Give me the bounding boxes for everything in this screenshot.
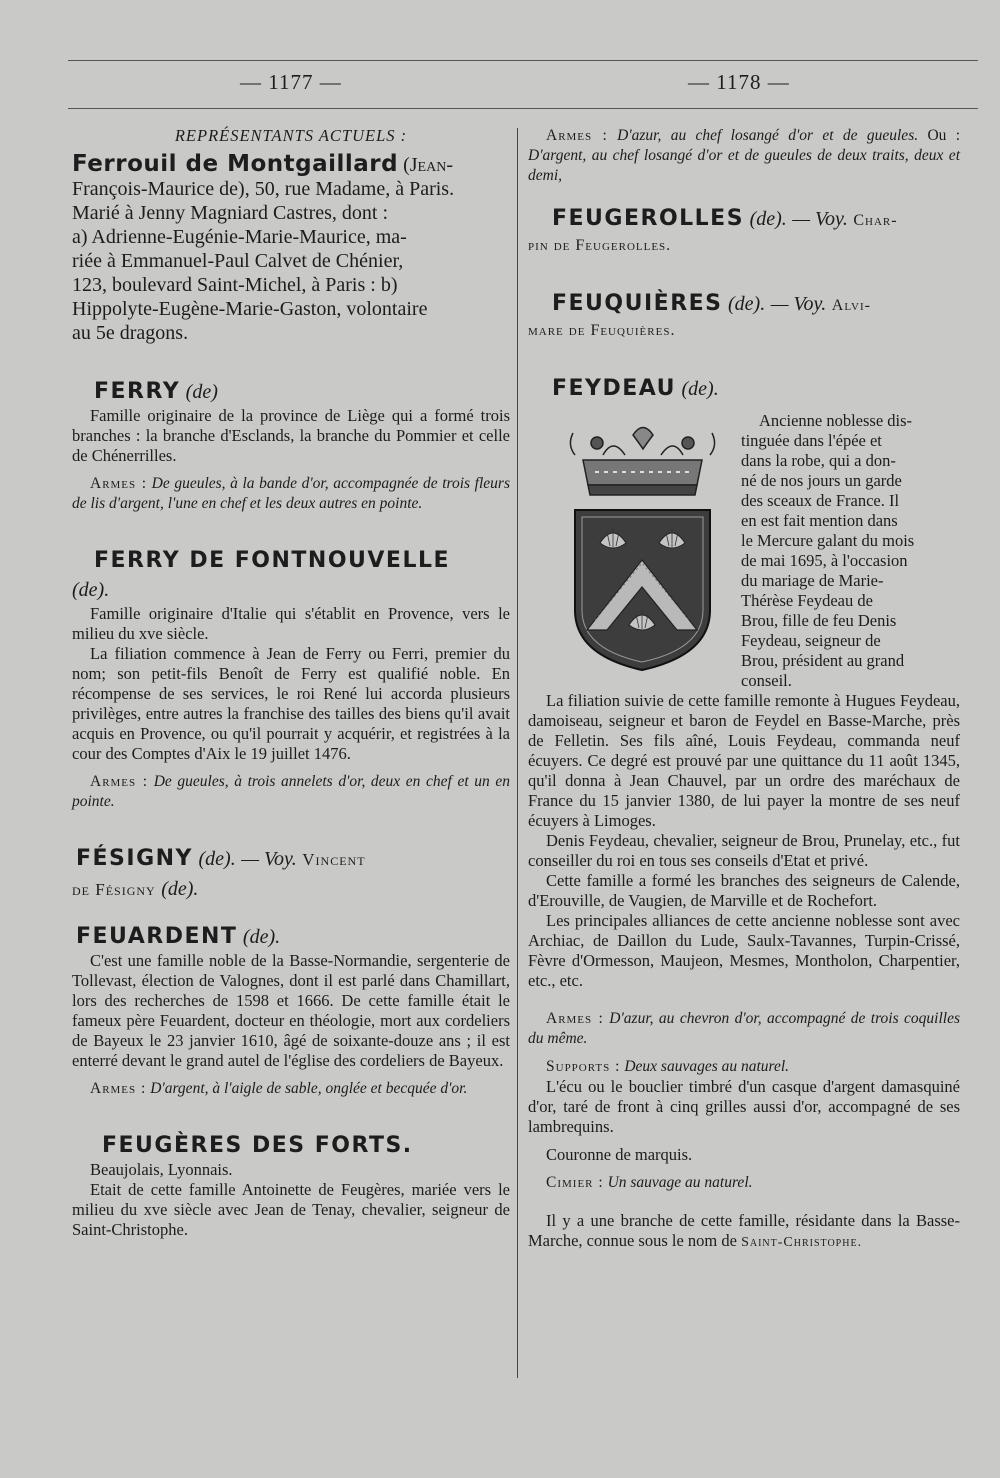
feuardent-text: C'est une famille noble de la Basse-Normandie, sergenterie de Tollevast, élection de Valognes, dont il est parlé dans Chamillart, lors des recherches de 1598 et 1666. De cette famille était le fameux père Feuardent, docteur en théologie, mort aux cordeliers de Bayeux le 23 janvier 1610, âgé de soixante-douze ans ; il est enterré devant le grand autel de l'église des cordeliers de Bayeux. [72,951,510,1070]
feydeau-side-line: Feydeau, seigneur de [741,631,881,650]
feugeres-p1: Beaujolais, Lyonnais. [90,1160,233,1179]
feuquieres-particle: (de). [728,293,766,315]
ferry-armes-label: Armes : [90,475,148,492]
feydeau-supports [528,1057,960,1077]
ferrouil-name: Ferrouil de Montgaillard [72,151,399,177]
feydeau-ecu: L'écu ou le bouclier timbré d'un casque d'argent damasquiné d'or, taré de front à cinq grilles aussi d'or, accompagné de ses lambrequins. [528,1077,960,1136]
feydeau-side-line: en est fait mention dans [741,511,898,530]
marquis-crown-icon [570,428,714,496]
right-column [528,126,960,1253]
feydeau-branche-text: Il y a une branche de cette famille, résidante dans la Basse-Marche, connue sous le nom de [528,1211,960,1250]
entry-feugeres [72,1131,510,1240]
feydeau-side-line: de mai 1695, à l'occasion [741,551,908,570]
ferry-fontnouvelle-armes [72,772,510,812]
feydeau-side-text [741,411,960,691]
feugerolles-ref2: pin de Feugerolles. [528,237,672,254]
feydeau-p2: Denis Feydeau, chevalier, seigneur de Brou, Prunelay, etc., fut conseiller du roi en tous ses conseils d'Etat et privé. [528,831,960,870]
feuquieres-name: FEUQUIÈRES [552,291,723,316]
feydeau-branche-name: Saint-Christophe. [741,1235,863,1250]
feydeau-side-line: le Mercure galant du mois [741,531,915,550]
feydeau-p1: La filiation suivie de cette famille remonte à Hugues Feydeau, damoiseau, seigneur et baron de Feydel en Basse-Marche, près de Felletin. Ses fils aîné, Louis Feydeau, commanda neuf écuyers. Ce degré est prouvé par une quittance du 11 août 1345, qu'il donna à Jean Chauvel, par un ordre des maréchaux de France du 15 janvier 1380, de lui payer la montre de ses neuf écuyers à Limoges. [528,691,960,830]
left-column [72,126,510,1240]
entry-feugerolles [528,204,960,257]
feugerolles-ref1: Char- [853,212,898,229]
feydeau-side-line: des sceaux de France. Il [741,491,900,510]
feydeau-couronne: Couronne de marquis. [546,1145,693,1164]
feydeau-armes-text: D'azur, au chevron d'or, accompagné de trois coquilles du même. [528,1010,961,1047]
shield-icon [575,510,710,670]
ferry-fontnouvelle-name: FERRY DE FONTNOUVELLE [94,548,451,573]
feydeau-supports-text: Deux sauvages au naturel. [624,1058,790,1075]
feydeau-name: FEYDEAU [552,376,676,401]
ferry-fontnouvelle-armes-label: Armes : [90,773,149,790]
feydeau-side-line: Ancienne noblesse dis- [759,411,913,430]
feugerolles-particle: (de). [749,208,787,230]
fesigny-ref2-particle: (de). [161,878,199,900]
ferry-fontnouvelle-armes-text: De gueules, à trois annelets d'or, deux en chef et un en pointe. [72,773,511,810]
feuquieres-voy: — Voy. [770,293,827,315]
feuardent-name: FEUARDENT [76,924,238,949]
feydeau-cimier-text: Un sauvage au naturel. [607,1174,753,1191]
feydeau-cimier-label: Cimier : [546,1174,604,1191]
ferry-fontnouvelle-p2: La filiation commence à Jean de Ferry ou Ferri, premier du nom; son petit-fils Benoît de Ferry est qualifié noble. En récompense de ses services, le roi René lui accorda plusieurs privilèges, entre autres la franchise des tailles des biens qu'il avait acquis en Provence, ou qu'il pourrait y acquérir, et registrées à la cour des Comptes d'Aix le 19 juillet 1476. [72,644,510,763]
ferry-armes-text: De gueules, à la bande d'or, accompagnée de trois fleurs de lis d'argent, l'une en chef et les deux autres en pointe. [72,475,510,512]
entry-ferry [72,377,510,514]
coat-of-arms-icon [555,415,730,685]
fesigny-ref1: Vincent [302,850,366,869]
ferrouil-line5: riée à Emmanuel-Paul Calvet de Chénier, [72,250,404,272]
feydeau-side-line: Thérèse Feydeau de [741,591,873,610]
feugeres-p2: Etait de cette famille Antoinette de Feugères, mariée vers le milieu du xve siècle avec Jean de Tenay, chevalier, seigneur de Saint-Christophe. [72,1180,510,1239]
feuardent-armes [72,1079,510,1099]
ferry-particle: (de) [185,381,218,403]
feydeau-cimier [528,1173,960,1193]
feydeau-coat-of-arms [555,415,730,685]
feydeau-side-line: Brou, fille de feu Denis [741,611,897,630]
ferrouil-line8: au 5e dragons. [72,322,189,344]
ferry-armes [72,474,510,514]
ferry-fontnouvelle-p1: Famille originaire d'Italie qui s'établit en Provence, vers le milieu du xve siècle. [72,604,510,643]
feuquieres-ref1: Alvi- [831,297,871,314]
page-number-right: — 1178 — [688,70,790,94]
feydeau-side-line: tinguée dans l'épée et [741,431,882,450]
feydeau-side-line: né de nos jours un garde [741,471,902,490]
feuquieres-ref2: mare de Feuquières. [528,322,676,339]
ferry-text: Famille originaire de la province de Liège qui a formé trois branches : la branche d'Esclands, la branche du Pommier et celle de Chénerrilles. [72,406,510,465]
header-rule-bottom [68,108,978,109]
armes-top-text1: D'azur, au chef losangé d'or et de gueules. [617,127,919,144]
ferrouil-given-start: (Jean- [398,154,453,176]
ferrouil-line7: Hippolyte-Eugène-Marie-Gaston, volontaire [72,298,428,320]
representants-heading: REPRÉSENTANTS ACTUELS : [174,126,408,145]
armes-top-label: Armes : [546,127,608,144]
column-divider [517,128,518,1378]
ferrouil-line3: Marié à Jenny Magniard Castres, dont : [72,202,389,224]
feuardent-particle: (de). [242,926,281,948]
feydeau-particle: (de). [681,378,719,400]
ferry-fontnouvelle-particle: (de). [72,579,110,601]
page-number-left: — 1177 — [240,70,342,94]
feydeau-armes [528,1009,960,1049]
feuardent-armes-text: D'argent, à l'aigle de sable, onglée et becquée d'or. [150,1080,468,1097]
feydeau-side-line: dans la robe, qui a don- [741,451,896,470]
feydeau-side-line: Brou, président au grand [741,651,905,670]
feuardent-armes-label: Armes : [90,1080,147,1097]
ferry-name: FERRY [94,379,181,404]
feydeau-p4: Les principales alliances de cette ancienne noblesse sont avec Archiac, de Daillon du Lude, Saulx-Tavannes, Turpin-Crissé, Fèvre d'Ormesson, Maujeon, Mesmes, Montholon, Charpentier, etc., etc. [528,911,960,990]
feydeau-armes-label: Armes : [546,1010,604,1027]
feugerolles-name: FEUGEROLLES [552,206,745,231]
entry-feuquieres [528,289,960,342]
feugeres-name: FEUGÈRES DES FORTS. [102,1133,413,1158]
entry-ferry-fontnouvelle [72,546,510,812]
feydeau-side-line: du mariage de Marie- [741,571,884,590]
armes-top-ou: Ou : [927,127,961,144]
fesigny-voy: — Voy. [241,848,297,870]
ferrouil-line4: a) Adrienne-Eugénie-Marie-Maurice, ma- [72,226,407,248]
feydeau-supports-label: Supports : [546,1058,621,1075]
entry-feuardent [72,922,510,1099]
entry-fesigny [72,844,510,904]
feydeau-branche [528,1211,960,1253]
armes-top-text2: D'argent, au chef losangé d'or et de gueules de deux traits, deux et demi, [528,147,960,184]
feugerolles-voy: — Voy. [792,208,848,230]
ferrouil-line6: 123, boulevard Saint-Michel, à Paris : b) [72,274,398,296]
fesigny-particle: (de). [198,848,236,870]
fesigny-name: FÉSIGNY [76,846,193,871]
fesigny-ref2: de Fésigny [72,880,156,899]
feydeau-p3: Cette famille a formé les branches des seigneurs de Calende, d'Erouville, de Vaugien, de Marville et de Rochefort. [528,871,960,910]
feydeau-side-line: conseil. [741,671,792,690]
armes-top [528,126,960,186]
entry-ferrouil [72,152,510,345]
ferrouil-line2: François-Maurice de), 50, rue Madame, à Paris. [72,178,455,200]
header-rule-top [68,60,978,61]
